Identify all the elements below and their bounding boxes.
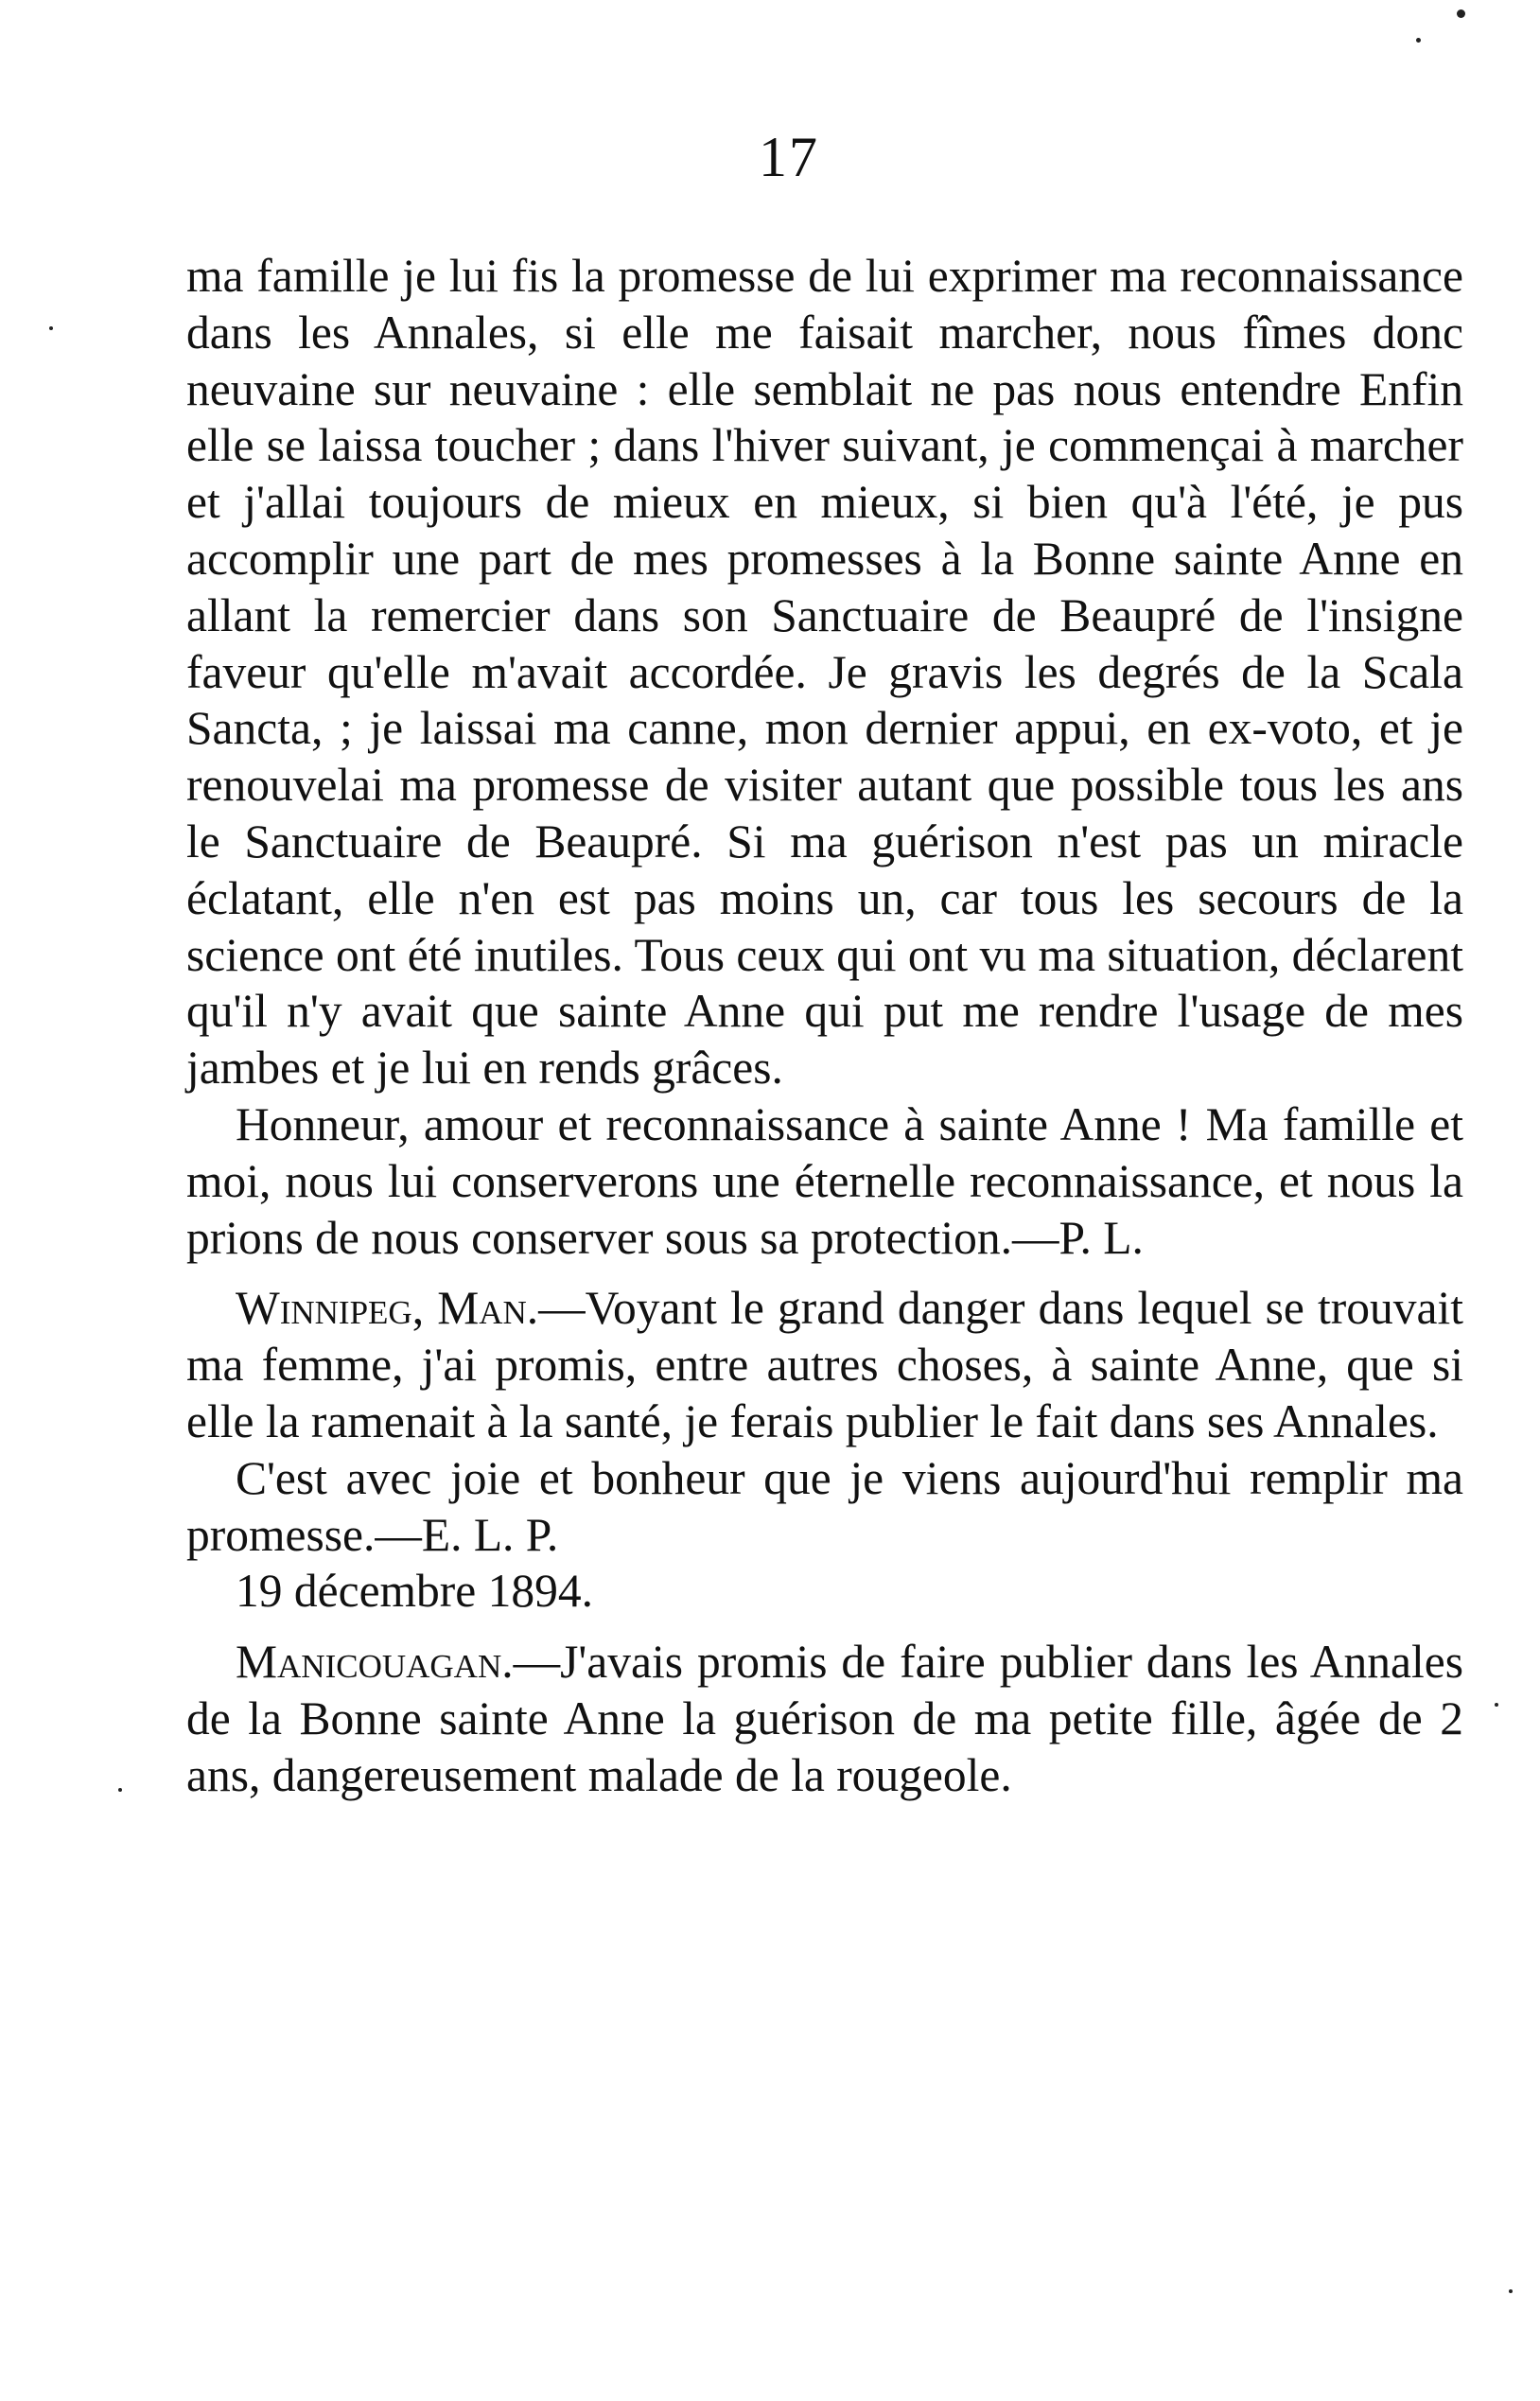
scan-speck — [1416, 38, 1421, 43]
place-name-winnipeg: Winnipeg, Man. — [236, 1282, 539, 1335]
letter-text-winnipeg: —Voyant le grand danger dans lequel se trouvait ma femme, j'ai promis, entre autres choses, à sainte Anne, que si elle la ramenait à la santé, je ferais publier le fait dans ses Annales. — [186, 1282, 1463, 1447]
paragraph-winnipeg — [186, 1280, 1463, 1449]
paragraph-thanks: Honneur, amour et reconnaissance à sainte Anne ! Ma famille et moi, nous lui conserverons une éternelle reconnaissance, et nous la prions de nous conserver sous sa protection.—P. L. — [186, 1097, 1463, 1264]
place-name-manicouagan: Manicouagan. — [236, 1636, 514, 1689]
scan-speck — [118, 1788, 122, 1792]
scan-speck — [1509, 2289, 1513, 2293]
letter-text-manicouagan: —J'avais promis de faire publier dans les Annales de la Bonne sainte Anne la guérison de ma petite fille, âgée de 2 ans, dangereusement malade de la rougeole. — [186, 1636, 1463, 1801]
scan-speck — [1495, 1703, 1498, 1707]
paragraph-manicouagan — [186, 1634, 1463, 1803]
scan-speck — [49, 326, 53, 330]
date-line: 19 décembre 1894. — [236, 1565, 593, 1618]
paragraph-continuation: ma famille je lui fis la promesse de lui exprimer ma reconnaissance dans les Annales, si elle me faisait marcher, nous fîmes donc neuvaine sur neuvaine : elle semblait ne pas nous entendre Enfin elle se laissa toucher ; dans l'hiver suivant, je commençai à marcher et j'allai toujours de mieux en mieux, si bien qu'à l'été, je pus accomplir une part de mes promesses à la Bonne sainte Anne en allant la remercier dans son Sanctuaire de Beaupré de l'insigne faveur qu'elle m'avait accordée. Je gravis les degrés de la Scala Sancta, ; je laissai ma canne, mon dernier appui, en ex-voto, et je renouvelai ma promesse de visiter autant que possible tous les ans le Sanctuaire de Beaupré. Si ma guérison n'est pas un miracle éclatant, elle n'en est pas moins un, car tous les secours de la science ont été inutiles. Tous ceux qui ont vu ma situation, déclarent qu'il n'y avait que sainte Anne qui put me rendre l'usage de mes jambes et je lui en rends grâces. — [186, 250, 1463, 1095]
scan-speck — [1457, 9, 1465, 18]
body-text — [186, 248, 1463, 1804]
paragraph-promise: C'est avec joie et bonheur que je viens aujourd'hui remplir ma promesse.—E. L. P. — [186, 1451, 1463, 1561]
page-number: 17 — [759, 126, 819, 188]
